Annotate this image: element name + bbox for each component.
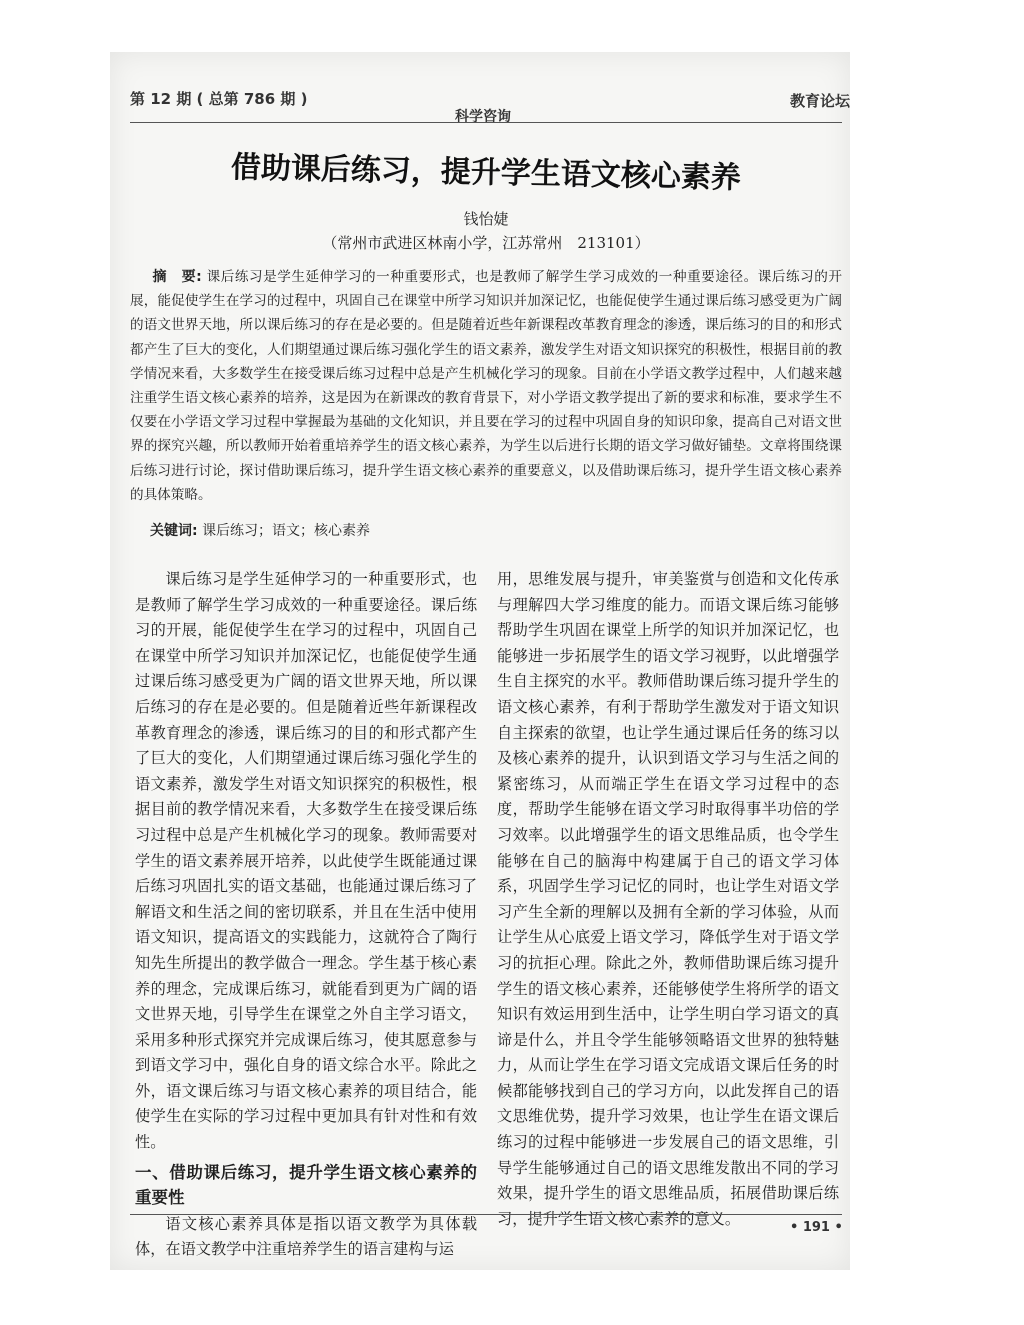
- article-author: 钱怡婕: [463, 210, 509, 228]
- body-paragraph: 用，思维发展与提升，审美鉴赏与创造和文化传承与理解四大学习维度的能力。而语文课后练习能够帮助学生巩固在课堂上所学的知识并加深记忆，也能够进一步拓展学生的语文学习视野，以此增强学生自主探究的水平。教师借助课后练习提升学生的语文核心素养，有利于帮助学生激发对于语文知识自主探索的欲望，也让学生通过课后任务的练习以及核心素养的提升，认识到语文学习与生活之间的紧密练习，从而端正学生在语文学习过程中的态度，帮助学生能够在语文学习时取得事半功倍的学习效率。以此增强学生的语文思维品质，也令学生能够在自己的脑海中构建属于自己的语文学习体系，巩固学生学习记忆的同时，也让学生对语文学习产生全新的理解以及拥有全新的学习体验，从而让学生从心底爱上语文学习，降低学生对于语文学习的抗拒心理。除此之外，教师借助课后练习提升学生的语文核心素养，还能够使学生将所学的语文知识有效运用到生活中，让学生明白学习语文的真谛是什么，并且令学生能够领略语文世界的独特魅力，从而让学生在学习语文完成语文课后任务的时候都能够找到自己的学习方向，以此发挥自己的语文思维优势，提升学习效果，也让学生在语文课后练习的过程中能够进一步发展自己的语文思维，引导学生能够通过自己的语文思维发散出不同的学习效果，提升学生的语文思维品质，拓展借助课后练习，提升学生语文核心素养的意义。: [497, 570, 839, 1228]
- abstract-text: 课后练习是学生延伸学习的一种重要形式，也是教师了解学生学习成效的一种重要途径。课后练习的开展，能促使学生在学习的过程中，巩固自己在课堂中所学习知识并加深记忆，也能促使学生通过课后练习感受更为广阔的语文世界天地，所以课后练习的存在是必要的。但是随着近些年新课程改革教育理念的渗透，课后练习的目的和形式都产生了巨大的变化，人们期望通过课后练习强化学生的语文素养，激发学生对语文知识探究的积极性，根据目前的教学情况来看，大多数学生在接受课后练习过程中总是产生机械化学习的现象。目前在小学语文教学过程中，人们越来越注重学生语文核心素养的培养，这是因为在新课改的教育背景下，对小学语文教学提出了新的要求和标准，要求学生不仅要在小学语文学习过程中掌握最为基础的文化知识，并且要在学习的过程中巩固自身的知识印象，提高自己对语文世界的探究兴趣，所以教师开始着重培养学生的语文核心素养，为学生以后进行长期的语文学习做好铺垫。文章将围绕课后练习进行讨论，探讨借助课后练习，提升学生语文核心素养的重要意义，以及借助课后练习，提升学生语文核心素养的具体策略。: [130, 269, 842, 503]
- issue-number: 第 12 期 ( 总第 786 期 ): [130, 90, 308, 108]
- body-column-right: [497, 567, 839, 1232]
- section-heading: 一、借助课后练习，提升学生语文核心素养的重要性: [135, 1162, 477, 1207]
- keywords: [150, 520, 840, 540]
- column-name: 教育论坛: [790, 92, 851, 110]
- keywords-label: 关键词:: [150, 523, 198, 539]
- body-paragraph: 语文核心素养具体是指以语文教学为具体载体，在语文教学中注重培养学生的语言建构与运: [135, 1214, 477, 1259]
- body-column-left: [135, 567, 477, 1263]
- abstract-label: 摘 要:: [152, 269, 202, 285]
- body-paragraph: 课后练习是学生延伸学习的一种重要形式，也是教师了解学生学习成效的一种重要途径。课后练习的开展，能促使学生在学习的过程中，巩固自己在课堂中所学习知识并加深记忆，也能促使学生通过课后练习感受更为广阔的语文世界天地，所以课后练习的存在是必要的。但是随着近些年新课程改革教育理念的渗透，课后练习的目的和形式都产生了巨大的变化，人们期望通过课后练习强化学生的语文素养，激发学生对语文知识探究的积极性，根据目前的教学情况来看，大多数学生在接受课后练习过程中总是产生机械化学习的现象。教师需要对学生的语文素养展开培养，以此使学生既能通过课后练习巩固扎实的语文基础，也能通过课后练习了解语文和生活之间的密切联系，并且在生活中使用语文知识，提高语文的实践能力，这就符合了陶行知先生所提出的教学做合一理念。学生基于核心素养的理念，完成课后练习，就能看到更为广阔的语文世界天地，引导学生在课堂之外自主学习语文，采用多种形式探究并完成课后练习，使其愿意参与到语文学习中，强化自身的语文综合水平。除此之外，语文课后练习与语文核心素养的项目结合，能使学生在实际的学习过程中更加具有针对性和有效性。: [135, 570, 477, 1152]
- page-number: • 191 •: [790, 1220, 843, 1235]
- footer-rule: [130, 1214, 842, 1215]
- abstract: [130, 265, 842, 507]
- journal-name: 科学咨询: [455, 109, 511, 125]
- keywords-text: 课后练习；语文；核心素养: [202, 523, 371, 539]
- header-rule: [130, 122, 842, 123]
- article-affiliation: （常州市武进区林南小学，江苏常州 213101）: [322, 234, 650, 252]
- article-title: 借助课后练习，提升学生语文核心素养: [230, 150, 742, 196]
